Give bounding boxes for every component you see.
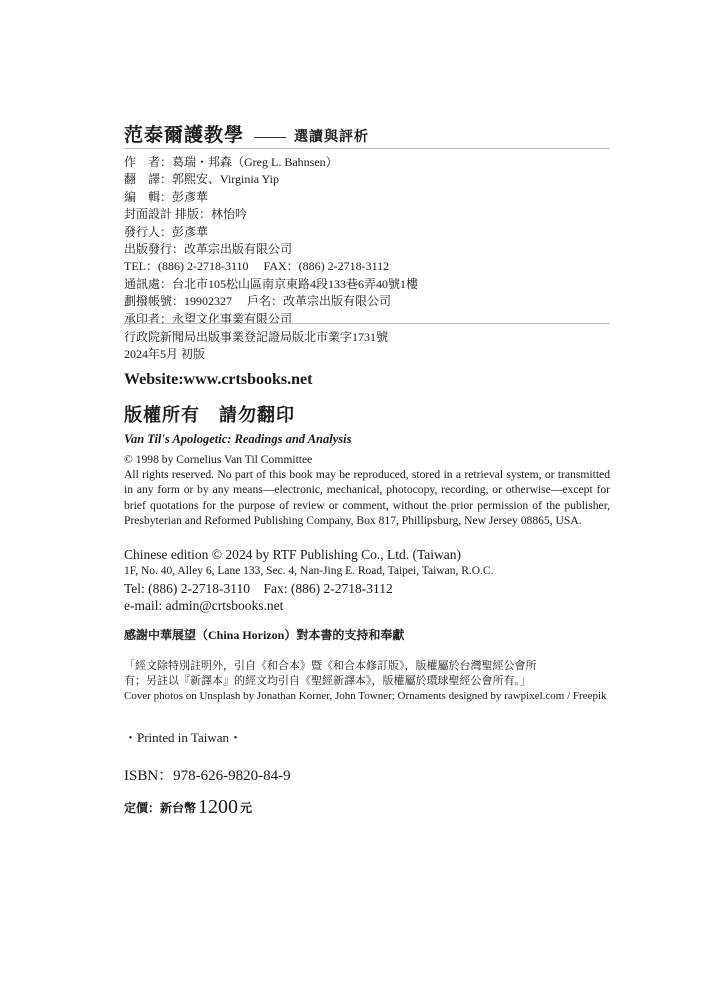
chinese-edition-tel: Tel: (886) 2-2718-3110 Fax: (886) 2-2718-3112 <box>124 581 393 596</box>
title-dash-divider <box>254 137 286 138</box>
credit-publisher: 出版發行：改革宗出版有限公司 <box>124 242 293 257</box>
price-unit: 元 <box>240 801 253 815</box>
bible-note-line-2: 有；另註以『新譯本』的經文均引自《聖經新譯本》，版權屬於環球聖經公會所有。」 <box>124 675 531 687</box>
price-amount: 1200 <box>198 796 239 818</box>
bible-version-note <box>124 659 610 704</box>
edition-date: 2024年5月 初版 <box>124 347 206 361</box>
top-divider <box>124 148 610 149</box>
credit-printer: 承印者：永望文化事業有限公司 <box>124 311 293 326</box>
credit-design: 封面設計 排版：林怡吟 <box>124 207 248 222</box>
credit-author: 作 者：葛瑞・邦森（Greg L. Bahnsen） <box>124 155 338 169</box>
chinese-edition-line: Chinese edition © 2024 by RTF Publishing Co., Ltd. (Taiwan) <box>124 547 461 562</box>
credits-list <box>124 154 418 328</box>
credit-phone-fax: TEL：(886) 2-2718-3110 FAX：(886) 2-2718-3112 <box>124 259 390 274</box>
english-title: Van Til's Apologetic: Readings and Analysis <box>124 432 352 446</box>
copyright-block <box>124 452 610 528</box>
credit-address: 通訊處：台北市105松山區南京東路4段133巷6弄40號1樓 <box>124 276 419 291</box>
credit-translator: 翻 譯：郭熙安、Virginia Yip <box>124 172 279 187</box>
isbn: ISBN：978-626-9820-84-9 <box>124 768 291 784</box>
registration-info <box>124 329 388 363</box>
book-subtitle: 選讀與評析 <box>294 130 370 145</box>
acknowledgement: 感謝中華展望（China Horizon）對本書的支持和奉獻 <box>124 628 405 642</box>
rights-reserved-cn: 版權所有 請勿翻印 <box>124 405 295 425</box>
cover-photo-credit: Cover photos on Unsplash by Jonathan Korner, John Towner; Ornaments designed by rawpixel.com / Freepik <box>124 690 607 702</box>
registration-number: 行政院新聞局出版事業登記證局版北市業字1731號 <box>124 330 389 344</box>
credit-account: 劃撥帳號：19902327 戶名：改革宗出版有限公司 <box>124 294 392 309</box>
bible-note-line-1: 「經文除特別註明外，引自《和合本》暨《和合本修訂版》，版權屬於台灣聖經公會所 <box>124 660 537 672</box>
price-row <box>124 796 252 819</box>
middle-divider <box>124 323 610 324</box>
copyright-line: © 1998 by Cornelius Van Til Committee <box>124 453 313 466</box>
credit-editor: 編 輯：彭彥華 <box>124 189 209 204</box>
rights-statement: All rights reserved. No part of this book may be reproduced, stored in a retrieval system, or transmitted in any form or by any means—electronic, mechanical, photocopy, recording, or otherwise—except for brief quotations for the purpose of review or comment, without the prior permission of the publisher, Presbyterian and Reformed Publishing Company, Box 817, Phillipsburg, New Jersey 08865, USA. <box>124 468 610 527</box>
book-title: 范泰爾護教學 <box>124 125 245 146</box>
website-text: Website:www.crtsbooks.net <box>124 371 313 388</box>
chinese-edition-email: e-mail: admin@crtsbooks.net <box>124 598 284 613</box>
book-title-row <box>124 120 369 147</box>
credit-publisher-person: 發行人：彭彥華 <box>124 224 209 239</box>
chinese-edition-address: 1F, No. 40, Alley 6, Lane 133, Sec. 4, Nan-Jing E. Road, Taipei, Taiwan, R.O.C. <box>124 565 494 577</box>
chinese-edition-block <box>124 546 493 614</box>
price-label: 定價：新台幣 <box>124 801 197 815</box>
printed-in-taiwan: ・Printed in Taiwan・ <box>124 730 243 745</box>
